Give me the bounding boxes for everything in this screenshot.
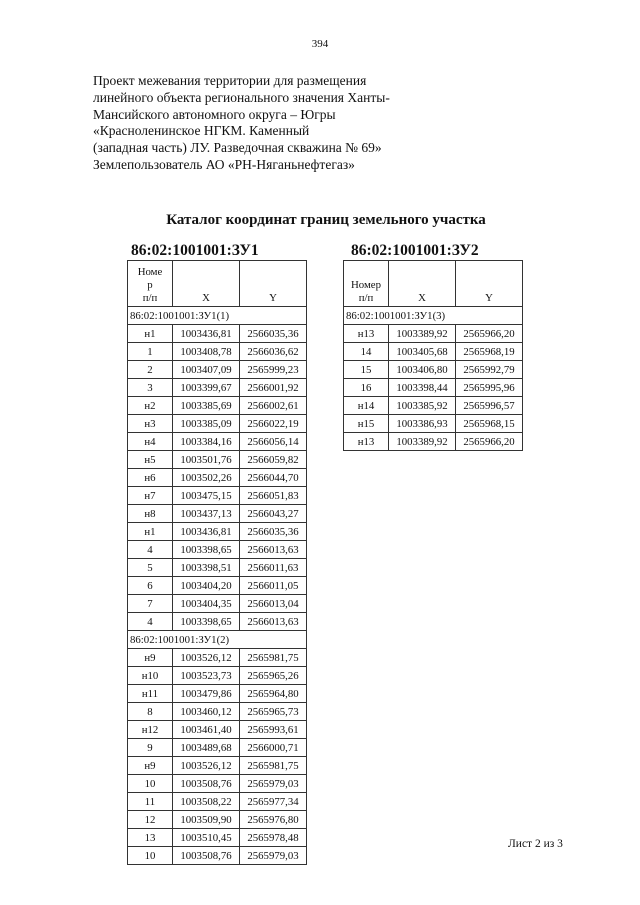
x-coordinate-cell: 1003526,12 [173, 649, 240, 667]
table-row [344, 397, 523, 415]
table-row [128, 685, 307, 703]
point-number-cell: н13 [344, 433, 389, 451]
y-coordinate-cell: 2566013,63 [240, 613, 307, 631]
point-number-cell: н9 [128, 757, 173, 775]
y-coordinate-cell: 2565968,19 [456, 343, 523, 361]
table-row [128, 397, 307, 415]
table-header-row [344, 261, 523, 307]
x-coordinate-cell: 1003501,76 [173, 451, 240, 469]
y-coordinate-cell: 2566051,83 [240, 487, 307, 505]
table-row [344, 325, 523, 343]
y-coordinate-cell: 2566035,36 [240, 523, 307, 541]
group-label: 86:02:1001001:ЗУ1(2) [128, 631, 307, 649]
table-row [344, 415, 523, 433]
table-row [128, 505, 307, 523]
x-coordinate-cell: 1003406,80 [389, 361, 456, 379]
group-row [344, 307, 523, 325]
table-row [128, 829, 307, 847]
table-row [128, 343, 307, 361]
x-coordinate-cell: 1003385,69 [173, 397, 240, 415]
y-coordinate-cell: 2565992,79 [456, 361, 523, 379]
point-number-cell: 4 [128, 613, 173, 631]
x-coordinate-cell: 1003384,16 [173, 433, 240, 451]
table-row [128, 523, 307, 541]
y-coordinate-cell: 2565995,96 [456, 379, 523, 397]
y-coordinate-cell: 2565979,03 [240, 775, 307, 793]
x-coordinate-cell: 1003479,86 [173, 685, 240, 703]
table-header-row [128, 261, 307, 307]
x-coordinate-cell: 1003475,15 [173, 487, 240, 505]
table-row [344, 379, 523, 397]
x-coordinate-cell: 1003508,22 [173, 793, 240, 811]
y-coordinate-cell: 2566013,04 [240, 595, 307, 613]
point-number-cell: н12 [128, 721, 173, 739]
point-number-cell: н11 [128, 685, 173, 703]
table-row [128, 415, 307, 433]
table-row [128, 847, 307, 865]
x-coordinate-cell: 1003405,68 [389, 343, 456, 361]
group-row [128, 631, 307, 649]
coordinates-table-1 [127, 260, 307, 865]
table-row [344, 361, 523, 379]
table-row [128, 649, 307, 667]
column-header: X [173, 261, 240, 307]
column-header: X [389, 261, 456, 307]
header-line: «Красноленинское НГКМ. Каменный [93, 123, 310, 139]
x-coordinate-cell: 1003408,78 [173, 343, 240, 361]
y-coordinate-cell: 2565981,75 [240, 649, 307, 667]
y-coordinate-cell: 2565978,48 [240, 829, 307, 847]
point-number-cell: н15 [344, 415, 389, 433]
table-row [128, 433, 307, 451]
table-row [128, 811, 307, 829]
x-coordinate-cell: 1003526,12 [173, 757, 240, 775]
x-coordinate-cell: 1003460,12 [173, 703, 240, 721]
table-row [128, 703, 307, 721]
point-number-cell: 12 [128, 811, 173, 829]
x-coordinate-cell: 1003510,45 [173, 829, 240, 847]
point-number-cell: н10 [128, 667, 173, 685]
point-number-cell: н1 [128, 523, 173, 541]
table-row [128, 559, 307, 577]
x-coordinate-cell: 1003398,65 [173, 613, 240, 631]
point-number-cell: н5 [128, 451, 173, 469]
y-coordinate-cell: 2566044,70 [240, 469, 307, 487]
point-number-cell: н13 [344, 325, 389, 343]
point-number-cell: н9 [128, 649, 173, 667]
y-coordinate-cell: 2565993,61 [240, 721, 307, 739]
y-coordinate-cell: 2566056,14 [240, 433, 307, 451]
plot-1-title: 86:02:1001001:ЗУ1 [131, 242, 259, 259]
point-number-cell: н4 [128, 433, 173, 451]
point-number-cell: 9 [128, 739, 173, 757]
x-coordinate-cell: 1003386,93 [389, 415, 456, 433]
y-coordinate-cell: 2565981,75 [240, 757, 307, 775]
group-row [128, 307, 307, 325]
table-row [128, 757, 307, 775]
table-row [128, 775, 307, 793]
y-coordinate-cell: 2566022,19 [240, 415, 307, 433]
table-row [128, 793, 307, 811]
group-label: 86:02:1001001:ЗУ1(1) [128, 307, 307, 325]
y-coordinate-cell: 2565966,20 [456, 325, 523, 343]
x-coordinate-cell: 1003508,76 [173, 775, 240, 793]
y-coordinate-cell: 2565966,20 [456, 433, 523, 451]
x-coordinate-cell: 1003508,76 [173, 847, 240, 865]
catalog-title: Каталог координат границ земельного участка [166, 212, 486, 228]
point-number-cell: н1 [128, 325, 173, 343]
header-line: Землепользователь АО «РН-Няганьнефтегаз» [93, 156, 355, 172]
table-row [128, 739, 307, 757]
x-coordinate-cell: 1003404,20 [173, 577, 240, 595]
point-number-cell: 14 [344, 343, 389, 361]
table-row [344, 343, 523, 361]
column-header: Y [240, 261, 307, 307]
document-header [93, 73, 513, 174]
point-number-cell: 8 [128, 703, 173, 721]
point-number-cell: 3 [128, 379, 173, 397]
point-number-cell: 15 [344, 361, 389, 379]
table-row [128, 667, 307, 685]
y-coordinate-cell: 2566011,63 [240, 559, 307, 577]
point-number-cell: 6 [128, 577, 173, 595]
x-coordinate-cell: 1003398,44 [389, 379, 456, 397]
x-coordinate-cell: 1003389,92 [389, 433, 456, 451]
x-coordinate-cell: 1003509,90 [173, 811, 240, 829]
x-coordinate-cell: 1003399,67 [173, 379, 240, 397]
point-number-cell: 4 [128, 541, 173, 559]
point-number-cell: н14 [344, 397, 389, 415]
column-header: Y [456, 261, 523, 307]
table-row [128, 325, 307, 343]
y-coordinate-cell: 2566002,61 [240, 397, 307, 415]
sheet-counter: Лист 2 из 3 [508, 838, 563, 850]
table-row [128, 541, 307, 559]
header-line: линейного объекта регионального значения Ханты- [93, 89, 390, 105]
table-row [128, 595, 307, 613]
table-row [128, 379, 307, 397]
point-number-cell: 7 [128, 595, 173, 613]
y-coordinate-cell: 2565996,57 [456, 397, 523, 415]
table-row [128, 487, 307, 505]
point-number-cell: 16 [344, 379, 389, 397]
plot-2-title: 86:02:1001001:ЗУ2 [351, 242, 479, 259]
group-label: 86:02:1001001:ЗУ1(3) [344, 307, 523, 325]
table-row [128, 451, 307, 469]
point-number-cell: 10 [128, 775, 173, 793]
column-header: Номе р п/п [128, 261, 173, 307]
table-row [128, 721, 307, 739]
y-coordinate-cell: 2566036,62 [240, 343, 307, 361]
point-number-cell: н3 [128, 415, 173, 433]
x-coordinate-cell: 1003385,09 [173, 415, 240, 433]
y-coordinate-cell: 2565976,80 [240, 811, 307, 829]
x-coordinate-cell: 1003404,35 [173, 595, 240, 613]
column-header: Номер п/п [344, 261, 389, 307]
x-coordinate-cell: 1003502,26 [173, 469, 240, 487]
x-coordinate-cell: 1003407,09 [173, 361, 240, 379]
point-number-cell: 1 [128, 343, 173, 361]
page-number: 394 [311, 38, 329, 50]
y-coordinate-cell: 2565968,15 [456, 415, 523, 433]
y-coordinate-cell: 2566000,71 [240, 739, 307, 757]
x-coordinate-cell: 1003398,65 [173, 541, 240, 559]
table-row [128, 577, 307, 595]
x-coordinate-cell: 1003489,68 [173, 739, 240, 757]
table-row [128, 469, 307, 487]
x-coordinate-cell: 1003385,92 [389, 397, 456, 415]
coordinates-table-2 [343, 260, 523, 451]
x-coordinate-cell: 1003523,73 [173, 667, 240, 685]
point-number-cell: 13 [128, 829, 173, 847]
header-line: (западная часть) ЛУ. Разведочная скважина № 69» [93, 140, 382, 156]
y-coordinate-cell: 2565999,23 [240, 361, 307, 379]
y-coordinate-cell: 2566059,82 [240, 451, 307, 469]
x-coordinate-cell: 1003398,51 [173, 559, 240, 577]
point-number-cell: 11 [128, 793, 173, 811]
y-coordinate-cell: 2565965,73 [240, 703, 307, 721]
point-number-cell: 2 [128, 361, 173, 379]
y-coordinate-cell: 2565977,34 [240, 793, 307, 811]
y-coordinate-cell: 2566013,63 [240, 541, 307, 559]
x-coordinate-cell: 1003436,81 [173, 523, 240, 541]
x-coordinate-cell: 1003437,13 [173, 505, 240, 523]
y-coordinate-cell: 2565964,80 [240, 685, 307, 703]
point-number-cell: н2 [128, 397, 173, 415]
x-coordinate-cell: 1003389,92 [389, 325, 456, 343]
table-row [128, 361, 307, 379]
y-coordinate-cell: 2565965,26 [240, 667, 307, 685]
y-coordinate-cell: 2566043,27 [240, 505, 307, 523]
point-number-cell: 10 [128, 847, 173, 865]
point-number-cell: н7 [128, 487, 173, 505]
x-coordinate-cell: 1003461,40 [173, 721, 240, 739]
point-number-cell: н6 [128, 469, 173, 487]
point-number-cell: н8 [128, 505, 173, 523]
y-coordinate-cell: 2566001,92 [240, 379, 307, 397]
y-coordinate-cell: 2565979,03 [240, 847, 307, 865]
point-number-cell: 5 [128, 559, 173, 577]
x-coordinate-cell: 1003436,81 [173, 325, 240, 343]
y-coordinate-cell: 2566011,05 [240, 577, 307, 595]
header-line: Проект межевания территории для размещения [93, 73, 367, 88]
table-row [344, 433, 523, 451]
y-coordinate-cell: 2566035,36 [240, 325, 307, 343]
table-row [128, 613, 307, 631]
header-line: Мансийского автономного округа – Югры [93, 106, 336, 122]
